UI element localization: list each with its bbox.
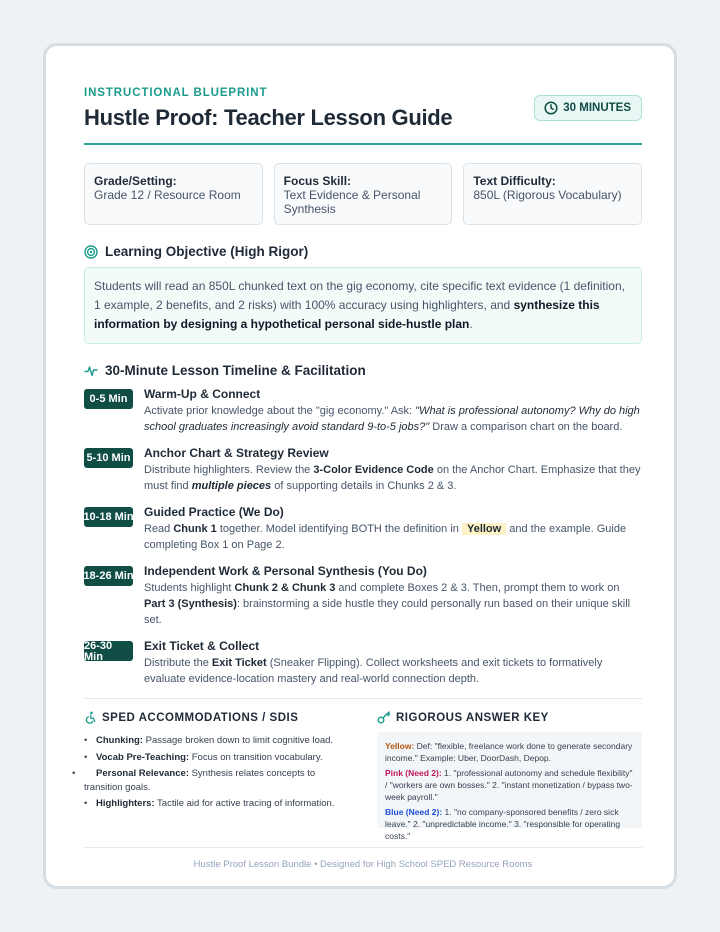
info-label: Grade/Setting: xyxy=(94,174,177,188)
list-item: • Vocab Pre-Teaching: Focus on transition vocabulary. xyxy=(84,751,349,765)
timeline-item-text: Students highlight Chunk 2 & Chunk 3 and complete Boxes 2 & 3. Then, prompt them to work on Part 3 (Synthesis): brainstorming a side hustle they could personally run based on their unique skill set. xyxy=(144,582,631,626)
sped-column xyxy=(84,711,349,828)
sped-heading-text: SPED ACCOMMODATIONS / SDIS xyxy=(102,711,299,724)
answer-key-heading xyxy=(377,711,642,724)
key-icon xyxy=(377,711,391,724)
info-card-difficulty xyxy=(463,163,642,225)
header xyxy=(84,87,642,145)
timeline-item xyxy=(84,505,642,553)
answer-key-column xyxy=(377,711,642,841)
timeline-item xyxy=(84,639,642,687)
timeline-list xyxy=(84,387,642,687)
timeline-item-title: Guided Practice (We Do) xyxy=(144,505,284,519)
timeline-item-title: Anchor Chart & Strategy Review xyxy=(144,446,329,460)
time-pill: 26-30 Min xyxy=(84,641,133,661)
bottom-columns xyxy=(84,711,642,841)
accessibility-icon xyxy=(84,711,97,724)
pulse-icon xyxy=(84,364,98,378)
timeline-item-text: Read Chunk 1 together. Model identifying BOTH the definition in Yellow and the example. Guide completing Box 1 on Page 2. xyxy=(144,523,627,551)
info-label: Focus Skill: xyxy=(283,174,352,188)
timeline-item-title: Independent Work & Personal Synthesis (You Do) xyxy=(144,564,427,578)
time-pill: 10-18 Min xyxy=(84,507,133,527)
answer-key-entry: Pink (Need 2): 1. "professional autonomy and schedule flexibility" / "workers are own bosses." 2. "instant monetization / bypass two-week payroll." xyxy=(385,768,633,802)
timeline-item xyxy=(84,387,642,435)
time-pill: 18-26 Min xyxy=(84,566,133,586)
objective-heading-text: Learning Objective (High Rigor) xyxy=(105,244,309,259)
answer-key-entry: Blue (Need 2): 1. "no company-sponsored benefits / zero sick leave." 2. "unpredictable income." 3. "responsible for operating costs." xyxy=(385,807,621,841)
timeline-item xyxy=(84,564,642,628)
timeline-item xyxy=(84,446,642,494)
target-icon xyxy=(84,245,98,259)
sped-heading xyxy=(84,711,349,724)
page-title: Hustle Proof: Teacher Lesson Guide xyxy=(84,105,453,130)
header-rule xyxy=(84,143,642,145)
section-divider xyxy=(84,698,642,699)
info-card-skill xyxy=(274,163,453,225)
objective-box xyxy=(84,267,642,344)
timeline-item-title: Exit Ticket & Collect xyxy=(144,639,260,653)
timeline-item-text: Distribute the Exit Ticket (Sneaker Flipping). Collect worksheets and exit tickets to formatively evaluate evidence-location mastery and real-world connection depth. xyxy=(144,657,603,685)
objective-heading xyxy=(84,244,642,259)
list-item: • Highlighters: Tactile aid for active tracing of information. xyxy=(84,797,349,811)
info-cards xyxy=(84,163,642,225)
card-content xyxy=(84,87,642,870)
objective-section xyxy=(84,244,642,344)
answer-key-heading-text: RIGOROUS ANSWER KEY xyxy=(396,711,549,724)
yellow-highlight: Yellow xyxy=(462,523,506,535)
info-value: 850L (Rigorous Vocabulary) xyxy=(473,188,622,202)
time-pill: 5-10 Min xyxy=(84,448,133,468)
objective-end: . xyxy=(469,317,473,331)
duration-text: 30 MINUTES xyxy=(563,102,631,114)
timeline-item-text: Activate prior knowledge about the "gig economy." Ask: "What is professional autonomy? Why do high school graduates increasingly avoid standard 9-to-5 jobs?" Draw a comparison chart on the board. xyxy=(144,405,640,433)
objective-bold: synthesize this information by designing a hypothetical personal side-hustle plan xyxy=(94,298,600,331)
lesson-guide-card xyxy=(43,43,677,889)
info-card-grade xyxy=(84,163,263,225)
answer-key-box xyxy=(377,732,642,841)
eyebrow-label: INSTRUCTIONAL BLUEPRINT xyxy=(84,87,268,99)
info-value: Grade 12 / Resource Room xyxy=(94,188,241,202)
timeline-item-title: Warm-Up & Connect xyxy=(144,387,261,401)
timeline-heading xyxy=(84,363,642,378)
time-pill: 0-5 Min xyxy=(84,389,133,409)
timeline-heading-text: 30-Minute Lesson Timeline & Facilitation xyxy=(105,363,366,378)
answer-key-entry: Yellow: Def: "flexible, freelance work done to generate secondary income." Example: Uber, DoorDash, Depop. xyxy=(385,741,633,763)
timeline-section xyxy=(84,363,642,687)
objective-text: Students will read an 850L chunked text on the gig economy, cite specific text evidence (1 definition, 1 example, 2 benefits, and 2 risks) with 100% accuracy using highlighters, and xyxy=(94,279,625,312)
sped-list xyxy=(84,734,349,811)
info-label: Text Difficulty: xyxy=(473,174,556,188)
timeline-item-text: Distribute highlighters. Review the 3-Color Evidence Code on the Anchor Chart. Emphasize that they must find multiple pieces of supporting details in Chunks 2 & 3. xyxy=(144,464,641,492)
info-value: Text Evidence & Personal Synthesis xyxy=(283,188,421,216)
footer-divider xyxy=(84,847,642,848)
list-item: • Personal Relevance: Synthesis relates concepts to transition goals. xyxy=(84,767,349,794)
duration-badge xyxy=(534,95,642,121)
footer-text: Hustle Proof Lesson Bundle • Designed for High School SPED Resource Rooms xyxy=(193,859,533,870)
clock-icon xyxy=(544,101,558,115)
list-item: • Chunking: Passage broken down to limit cognitive load. xyxy=(84,734,349,748)
